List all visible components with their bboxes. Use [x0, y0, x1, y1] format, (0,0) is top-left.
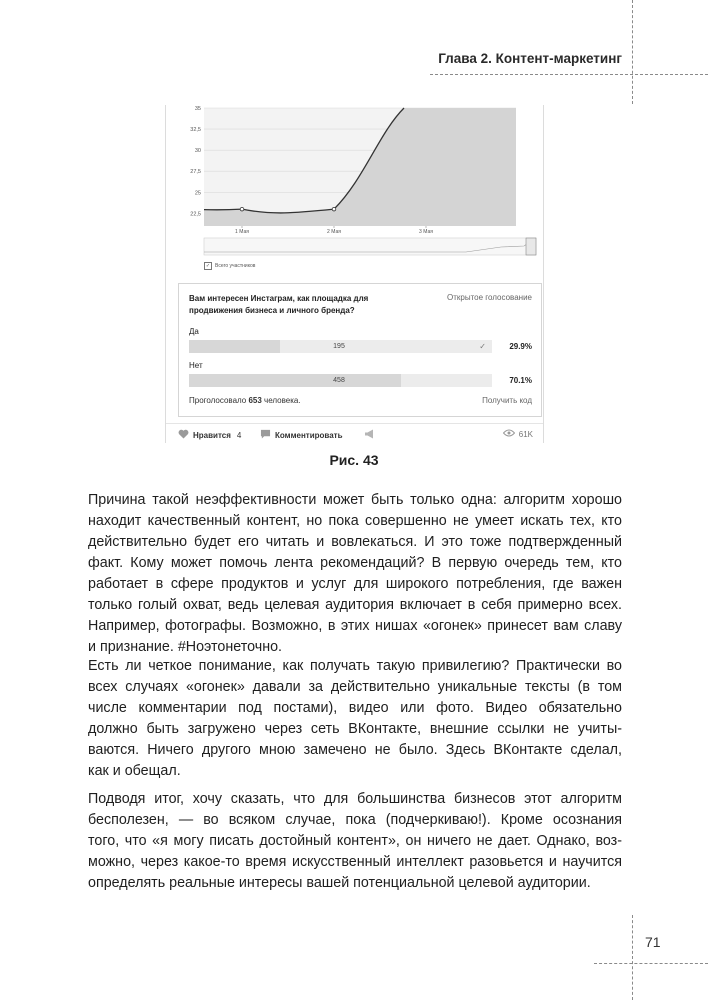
paragraph-2 — [88, 656, 622, 782]
figure-caption: Рис. 43 — [329, 452, 379, 468]
paragraph-3 — [88, 789, 622, 894]
x-tick-label: 1 Мая — [235, 229, 249, 235]
poll-option-label-no: Нет — [189, 361, 203, 370]
check-icon: ✓ — [479, 342, 486, 351]
chart-point — [332, 207, 336, 211]
like-label: Нравится — [193, 430, 231, 440]
text-line: Например, фотографы. Возможно, в этих нишах «огонек» принесет вам славу — [88, 618, 622, 634]
text-line: Есть ли четкое понимание, как получать такую привилегию? Практически во — [88, 658, 622, 674]
like-count: 4 — [236, 430, 242, 440]
poll-total-prefix: Проголосовало — [189, 396, 249, 405]
share-button[interactable] — [364, 429, 376, 441]
megaphone-icon — [364, 429, 376, 441]
text-line: действительно будет его читать и вовлекаться. И это тоже подтвержденный — [88, 534, 622, 550]
text-line: ваются. Ничего другого мною замечено не было. Здесь ВКонтакте сделал, — [88, 742, 622, 758]
text-line: можно, через какое-то время искусственный интеллект разовьется и научится — [88, 854, 622, 870]
comment-label: Комментировать — [275, 430, 343, 440]
text-line: находит качественный контент, но пока совершенно не умеет искать тех, кто — [88, 513, 622, 529]
heart-icon — [178, 429, 189, 441]
text-line: работает в сфере продуктов и услуг для широкого потребления, где важен — [88, 576, 622, 592]
y-tick-label: 22,5 — [190, 211, 201, 218]
legend-row[interactable] — [204, 262, 255, 270]
text-line: должно быть загружено через сеть ВКонтакте, внешние ссылки не учиты- — [88, 721, 622, 737]
like-button[interactable] — [178, 429, 241, 441]
chart-x-tick-labels — [235, 226, 433, 235]
guide-vertical-bottom — [632, 915, 633, 1000]
x-tick-label: 3 Мая — [419, 229, 433, 235]
participants-chart — [166, 105, 543, 265]
text-line: того, что «я могу писать достойный контент», он ничего не дает. Однако, воз- — [88, 833, 622, 849]
y-tick-label: 32,5 — [190, 127, 201, 134]
text-line: числе комментарии под постами), видео или фото. Видео обязательно — [88, 700, 622, 716]
poll-type: Открытое голосование — [447, 293, 532, 302]
chart-navigator — [204, 238, 536, 255]
poll-total — [189, 396, 301, 405]
poll-total-count: 653 — [248, 396, 262, 405]
post-actions — [166, 423, 543, 444]
legend-checkbox[interactable]: ✓ — [205, 263, 211, 269]
text-line: Подводя итог, хочу сказать, что для большинства бизнесов этот алгоритм — [88, 791, 622, 807]
views-count: 61K — [518, 429, 533, 439]
text-line: и признание. #Ноэтонеточно. — [88, 639, 283, 655]
figure-screenshot — [165, 105, 544, 443]
poll-option-percent-no: 70.1% — [509, 376, 532, 385]
poll-card — [178, 283, 542, 417]
running-head: Глава 2. Контент-маркетинг — [438, 51, 622, 66]
chart-y-tick-labels — [190, 106, 201, 217]
text-line: Причина такой неэффективности может быть только одна: алгоритм хорошо — [88, 492, 622, 508]
eye-icon — [503, 429, 515, 439]
text-line: как и обещал. — [88, 763, 181, 779]
poll-option-count-no: 458 — [333, 377, 345, 384]
poll-question: Вам интересен Инстаграм, как площадка для продвижения бизнеса и личного бренда? — [189, 294, 369, 315]
poll-option-label-yes: Да — [189, 327, 199, 336]
chart-point — [240, 207, 244, 211]
page-number: 71 — [645, 934, 661, 950]
y-tick-label: 27,5 — [190, 169, 201, 176]
paragraph-1 — [88, 490, 622, 658]
poll-option-fill-yes — [189, 340, 280, 353]
text-line: бесполезен, — во всяком случае, пока (подчеркиваю!). Кроме осознания — [88, 812, 622, 828]
text-line: факт. Кому может помочь лента рекомендаций? В первую очередь тем, кто — [88, 555, 622, 571]
text-line: определять реальные интересы вашей потенциальной целевой аудитории. — [88, 875, 591, 891]
guide-vertical-top — [632, 0, 633, 104]
chart-navigator-handle — [526, 238, 536, 255]
poll-option-count-yes: 195 — [333, 343, 345, 350]
x-tick-label: 2 Мая — [327, 229, 341, 235]
poll-option-fill-no — [189, 374, 401, 387]
text-line: всех случаях «огонек» давали за действительно уникальные тексты (в том — [88, 679, 622, 695]
poll-option-bar-no[interactable] — [189, 374, 492, 387]
comment-icon — [260, 429, 271, 441]
poll-option-percent-yes: 29.9% — [509, 342, 532, 351]
comment-button[interactable] — [260, 429, 343, 441]
legend-label: Всего участников — [215, 263, 256, 269]
y-tick-label: 25 — [194, 190, 201, 197]
poll-option-bar-yes[interactable] — [189, 340, 492, 353]
poll-total-suffix: человека. — [261, 396, 301, 405]
text-line: только голый охват, ведь целевая аудитория включает в себя примерно всех. — [88, 597, 622, 613]
guide-header-rule — [430, 74, 708, 75]
y-tick-label: 30 — [194, 148, 201, 155]
guide-footer-rule — [594, 963, 708, 964]
views-counter — [503, 429, 533, 439]
get-code-link[interactable]: Получить код — [482, 396, 532, 405]
y-tick-label: 35 — [194, 106, 201, 112]
